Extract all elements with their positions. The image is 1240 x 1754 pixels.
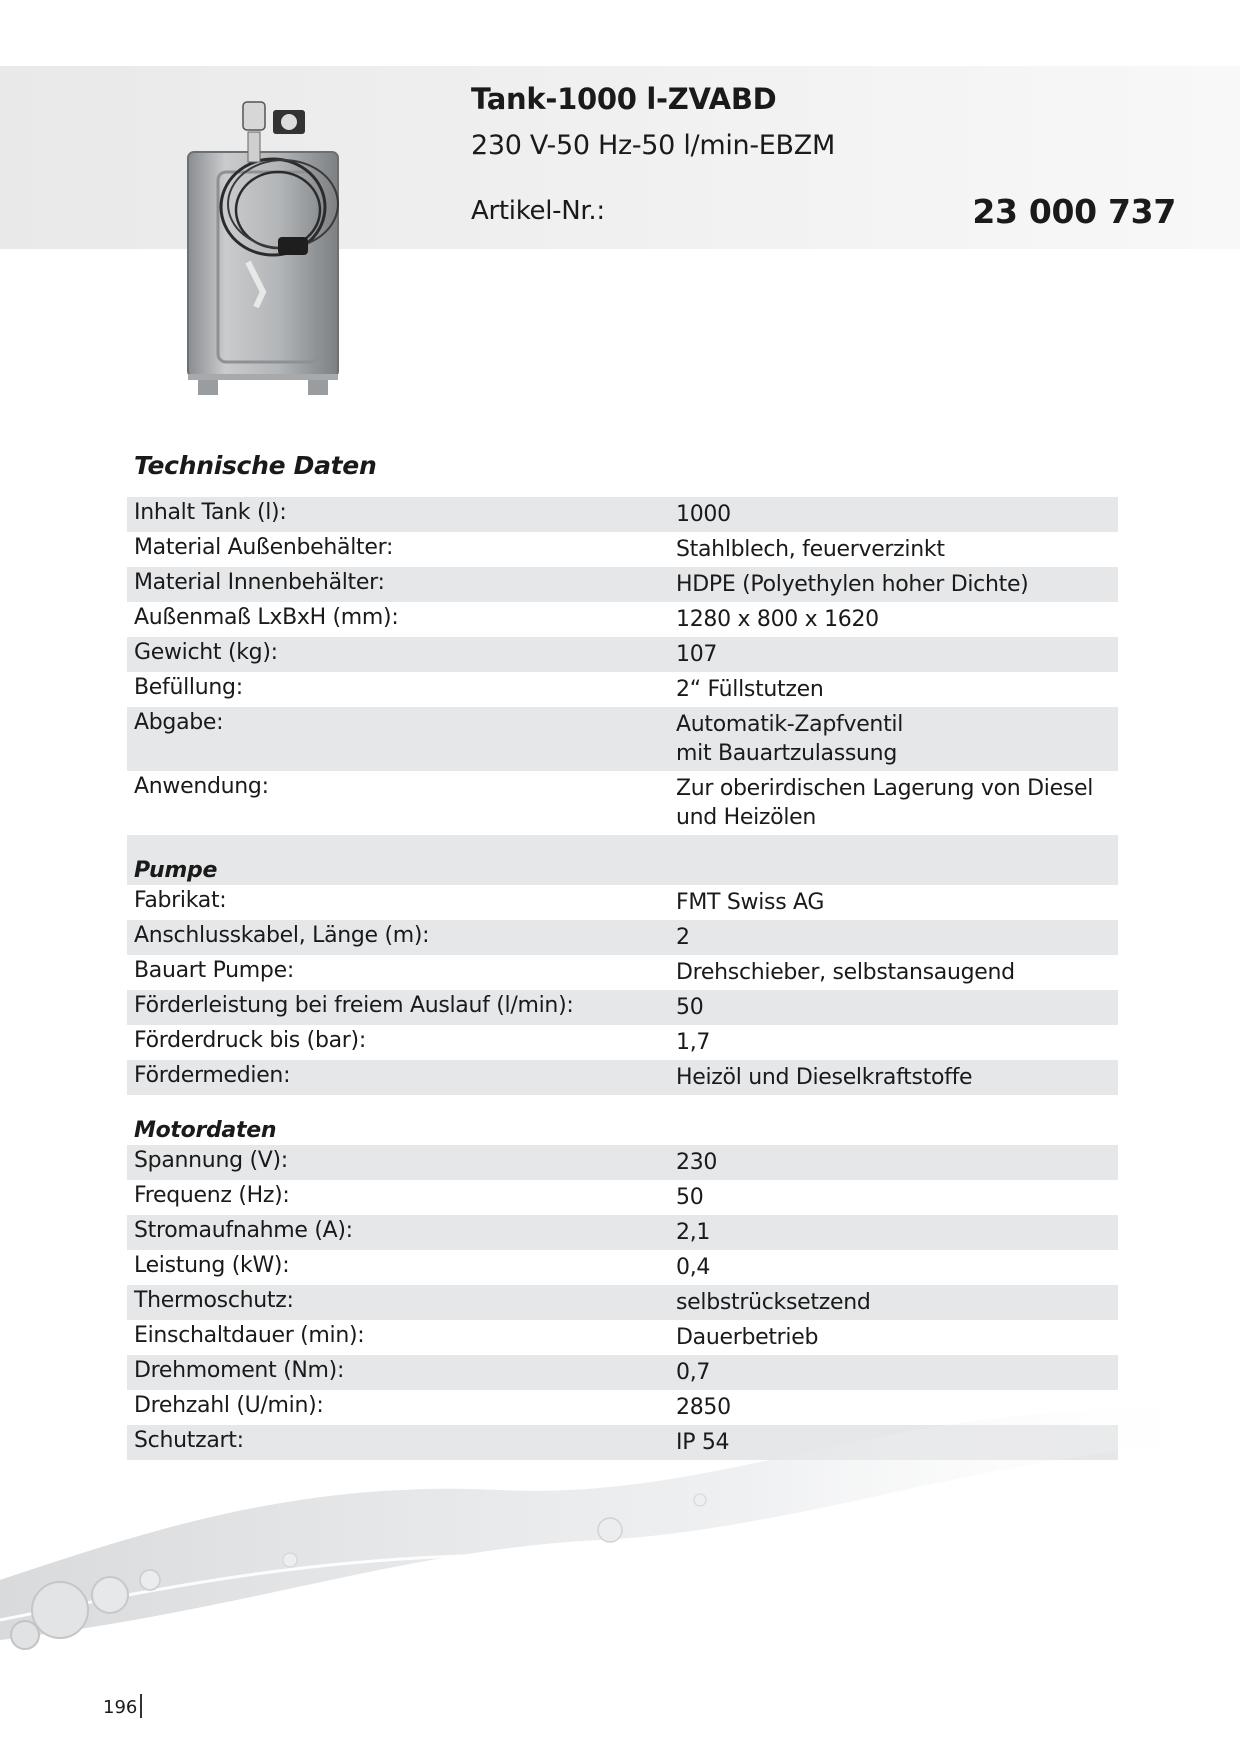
row-value: 1,7: [676, 1030, 711, 1055]
table-row: [127, 1145, 1118, 1180]
row-value: HDPE (Polyethylen hoher Dichte): [676, 572, 1029, 597]
product-subtitle: 230 V-50 Hz-50 l/min-EBZM: [471, 130, 835, 161]
row-label: Bauart Pumpe:: [134, 958, 294, 983]
row-value: selbstrücksetzend: [676, 1290, 871, 1315]
page-number: 196: [103, 1697, 138, 1718]
row-label: Anschlusskabel, Länge (m):: [134, 923, 430, 948]
row-label: Einschaltdauer (min):: [134, 1323, 365, 1348]
row-value: [676, 707, 1118, 771]
row-label: Befüllung:: [134, 675, 243, 700]
row-value: 2,1: [676, 1220, 711, 1245]
table-row: [127, 920, 1118, 955]
table-row: [127, 1285, 1118, 1320]
tank-product-image: [178, 92, 378, 402]
table-row: [127, 672, 1118, 707]
row-value: 230: [676, 1150, 718, 1175]
row-label: Außenmaß LxBxH (mm):: [134, 605, 399, 630]
row-value: 50: [676, 1185, 704, 1210]
row-value: FMT Swiss AG: [676, 890, 825, 915]
row-label: Material Außenbehälter:: [134, 535, 394, 560]
row-label: Drehmoment (Nm):: [134, 1358, 345, 1383]
row-value: Heizöl und Dieselkraftstoffe: [676, 1065, 973, 1090]
table-row: [127, 567, 1118, 602]
row-value: Drehschieber, selbstansaugend: [676, 960, 1015, 985]
row-value: 2“ Füllstutzen: [676, 677, 824, 702]
table-row: [127, 602, 1118, 637]
row-label: Drehzahl (U/min):: [134, 1393, 324, 1418]
row-value: 0,7: [676, 1360, 711, 1385]
page-number-divider: [140, 1694, 142, 1718]
article-number-value: 23 000 737: [972, 192, 1176, 231]
row-label: Inhalt Tank (l):: [134, 500, 287, 525]
row-value: 107: [676, 642, 718, 667]
section-heading-row: [127, 835, 1118, 885]
table-row: [127, 1180, 1118, 1215]
section-heading-row: [127, 1095, 1118, 1145]
table-row: [127, 955, 1118, 990]
row-label: Anwendung:: [134, 774, 269, 799]
row-value: [676, 771, 1118, 835]
row-label: Schutzart:: [134, 1428, 244, 1453]
row-label: Thermoschutz:: [134, 1288, 294, 1313]
table-row: [127, 1060, 1118, 1095]
row-value: Stahlblech, feuerverzinkt: [676, 537, 945, 562]
row-label: Gewicht (kg):: [134, 640, 278, 665]
row-label: Förderdruck bis (bar):: [134, 1028, 366, 1053]
row-value: 1280 x 800 x 1620: [676, 607, 879, 632]
row-value: 2850: [676, 1395, 731, 1420]
table-row: [127, 707, 1118, 771]
row-value-line: mit Bauartzulassung: [676, 741, 897, 766]
row-label: Stromaufnahme (A):: [134, 1218, 353, 1243]
pumpe-heading: Pumpe: [134, 858, 218, 883]
spec-table: [127, 497, 1118, 1460]
table-row: [127, 771, 1118, 835]
row-value: 50: [676, 995, 704, 1020]
table-row: [127, 990, 1118, 1025]
row-label: Fördermedien:: [134, 1063, 291, 1088]
row-value-line: Automatik-Zapfventil: [676, 712, 904, 737]
row-label: Spannung (V):: [134, 1148, 288, 1173]
row-value: 1000: [676, 502, 731, 527]
row-value: Dauerbetrieb: [676, 1325, 819, 1350]
table-row: [127, 1250, 1118, 1285]
water-splash-decoration: [0, 1380, 1240, 1700]
table-row: [127, 532, 1118, 567]
row-label: Abgabe:: [134, 710, 224, 735]
article-number-label: Artikel-Nr.:: [471, 196, 605, 226]
table-row: [127, 497, 1118, 532]
table-row: [127, 1025, 1118, 1060]
row-value-line: Zur oberirdischen Lagerung von Diesel: [676, 776, 1094, 801]
row-label: Fabrikat:: [134, 888, 227, 913]
row-label: Material Innenbehälter:: [134, 570, 385, 595]
row-value: IP 54: [676, 1430, 730, 1455]
table-row: [127, 1215, 1118, 1250]
row-label: Frequenz (Hz):: [134, 1183, 290, 1208]
product-title: Tank-1000 l-ZVABD: [471, 82, 777, 116]
row-label: Leistung (kW):: [134, 1253, 290, 1278]
row-value: 0,4: [676, 1255, 711, 1280]
technical-data-heading: Technische Daten: [134, 451, 377, 480]
table-row: [127, 1320, 1118, 1355]
row-value-line: und Heizölen: [676, 805, 817, 830]
table-row: [127, 637, 1118, 672]
row-value: 2: [676, 925, 690, 950]
motordaten-heading: Motordaten: [134, 1118, 277, 1143]
row-label: Förderleistung bei freiem Auslauf (l/min):: [134, 993, 574, 1018]
table-row: [127, 885, 1118, 920]
